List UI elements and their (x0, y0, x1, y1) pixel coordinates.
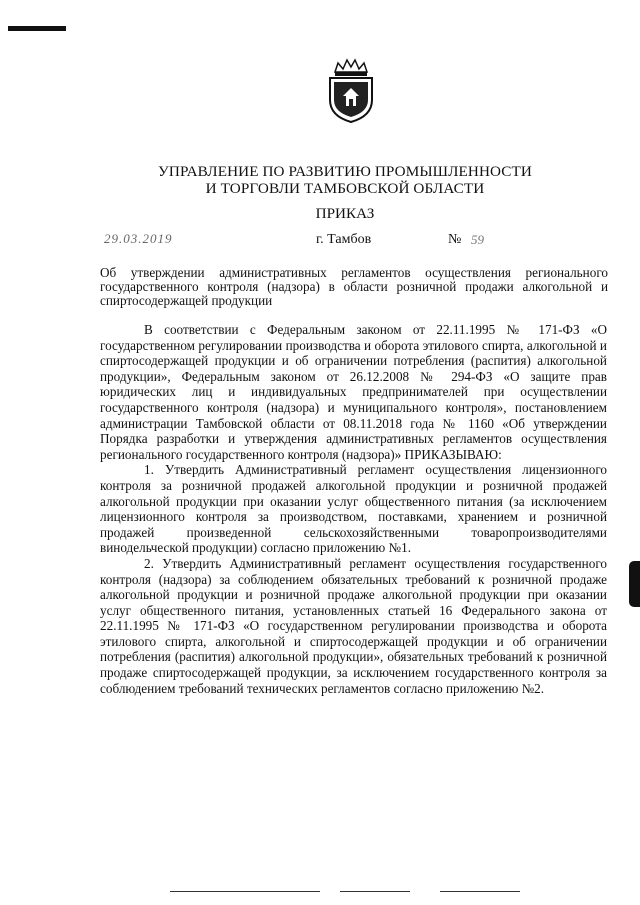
clause-2-paragraph: 2. Утвердить Административный регламент осуществления государственного контроля (надзора) за соблюдением обязательных требований к розничной продаже алкогольной продукции и розничной продаже алкогольной продукции при оказании услуг общественного питания, установленных статьей 16 Федерального закона от 22.11.1995 № 171-ФЗ «О государственном регулировании производства и оборота этилового спирта, алкогольной и спиртосодержащей продукции и об ограничении потребления (распития) алкогольной продукции», обязательных требований к розничной продаже спиртосодержащей продукции, за исключением государственного контроля за соблюдением требований технических регламентов согласно приложению №2. (100, 555, 607, 696)
city: г. Тамбов (316, 232, 372, 247)
scan-bottom-line (340, 891, 410, 892)
document-type: ПРИКАЗ (315, 205, 375, 222)
agency-name-line2: И ТОРГОВЛИ ТАМБОВСКОЙ ОБЛАСТИ (205, 180, 485, 197)
scan-side-mark (629, 561, 640, 607)
order-number: 59 (471, 232, 484, 247)
scan-bottom-line (170, 891, 320, 892)
order-date: 29.03.2019 (104, 231, 173, 246)
order-number-label: № (448, 232, 462, 247)
scan-bottom-line (440, 891, 520, 892)
clause-1-paragraph: 1. Утвердить Административный регламент осуществления лицензионного контроля за розничной продажей алкогольной продукции и розничной продажей алкогольной продукции при оказании услуг общественного питания (за исключением лицензионного контроля за производством, поставками, хранением и розничной продажей произведенной сельскохозяйственными товаропроизводителями винодельческой продукции) согласно приложению №1. (100, 462, 607, 556)
agency-name-line1: УПРАВЛЕНИЕ ПО РАЗВИТИЮ ПРОМЫШЛЕННОСТИ (158, 163, 532, 180)
preamble-paragraph: В соответствии с Федеральным законом от 22.11.1995 № 171-ФЗ «О государственном регулировании производства и оборота этилового спирта, алкогольной и спиртосодержащей продукции и об ограничении потребления (распития) алкогольной продукции», Федеральным законом от 26.12.2008 № 294-ФЗ «О защите прав юридических лиц и индивидуальных предпринимателей при осуществлении государственного контроля (надзора) и муниципального контроля», постановлением администрации Тамбовской области от 08.11.2018 года № 1160 «Об утверждении Порядка разработки и утверждения административных регламентов осуществления регионального государственного контроля (надзора)» ПРИКАЗЫВАЮ: (100, 322, 607, 462)
order-body (100, 322, 607, 696)
tambov-coat-of-arms-icon (327, 58, 375, 124)
order-subject: Об утверждении административных регламентов осуществления регионального государственного контроля (надзора) в области розничной продажи алкогольной и спиртосодержащей продукции (100, 265, 608, 308)
scan-mark-top (8, 26, 66, 31)
